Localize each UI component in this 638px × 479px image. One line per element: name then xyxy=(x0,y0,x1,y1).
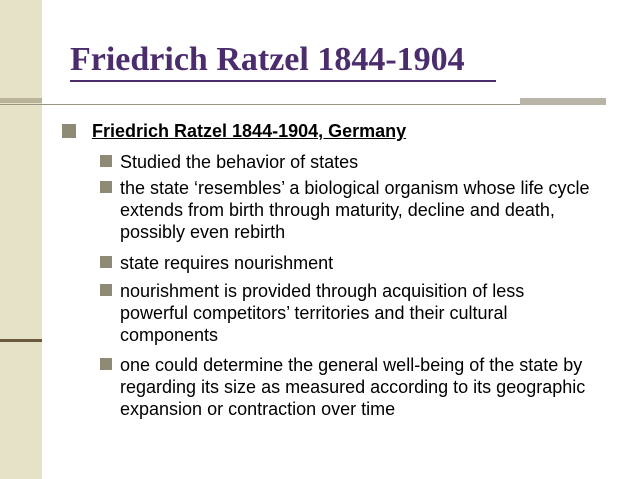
bullet-square-icon xyxy=(100,256,112,268)
title-underline xyxy=(70,80,496,82)
bullet-item: Studied the behavior of states xyxy=(120,152,359,172)
left-band-accent xyxy=(0,339,42,342)
title-rule xyxy=(0,104,590,105)
bullet-item: the state ‘resembles’ a biological organism whose life cycle extends from birth through maturity, decline and death, possibly even rebirth xyxy=(120,178,590,242)
left-band-divider xyxy=(0,98,42,103)
bullet-square-icon xyxy=(62,124,76,138)
bullet-item: one could determine the general well-being of the state by regarding its size as measured according to its geographic expansion or contraction over time xyxy=(120,355,586,419)
bullet-item: state requires nourishment xyxy=(120,253,334,273)
bullet-square-icon xyxy=(100,284,112,296)
bullet-square-icon xyxy=(100,181,112,193)
bullet-item: nourishment is provided through acquisition of less powerful competitors’ territories and their cultural components xyxy=(120,281,525,345)
left-decorative-band xyxy=(0,0,42,479)
bullet-square-icon xyxy=(100,155,112,167)
heading-bullet: Friedrich Ratzel 1844-1904, Germany xyxy=(92,121,407,141)
title-rule-accent xyxy=(520,98,606,105)
bullet-square-icon xyxy=(100,358,112,370)
slide-title: Friedrich Ratzel 1844-1904 xyxy=(70,41,465,78)
